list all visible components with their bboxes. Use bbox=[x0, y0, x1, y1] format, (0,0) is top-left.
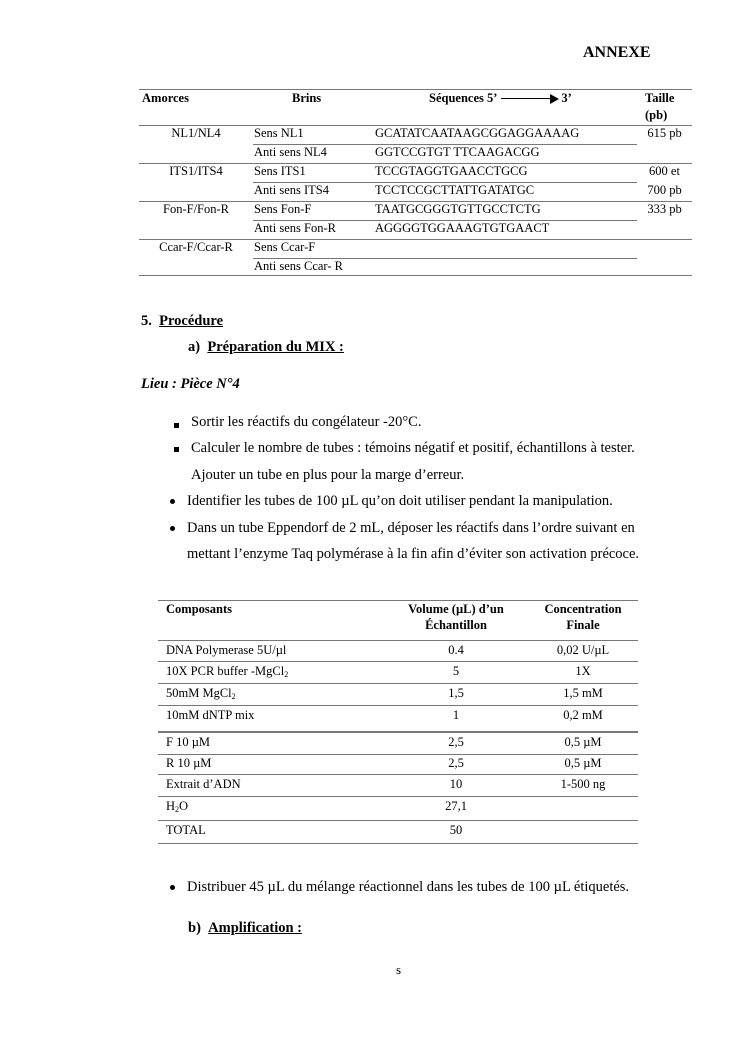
volume: 10 bbox=[449, 777, 463, 791]
step-item-continued: Ajouter un tube en plus pour la marge d’erreur. bbox=[191, 467, 465, 483]
composant: F 10 µM bbox=[166, 735, 211, 749]
sequence: TCCGTAGGTGAACCTGCG bbox=[375, 164, 528, 178]
volume: 2,5 bbox=[448, 735, 464, 749]
brin: Anti sens Ccar- R bbox=[254, 259, 343, 273]
page-footer: s bbox=[396, 962, 402, 977]
round-bullet-icon bbox=[170, 499, 175, 504]
section-title: Procédure bbox=[159, 313, 224, 329]
sequence: TAATGCGGGTGTTGCCTCTG bbox=[375, 202, 541, 216]
taille: 333 pb bbox=[647, 202, 682, 216]
taille: 700 pb bbox=[647, 183, 682, 197]
square-bullet-icon bbox=[174, 423, 179, 428]
arrow-right-icon bbox=[501, 94, 559, 104]
section-number: 5. bbox=[141, 313, 152, 329]
subsection-letter: a) bbox=[188, 339, 201, 355]
concentration: 0,5 µM bbox=[564, 735, 602, 749]
concentration: 0,5 µM bbox=[564, 756, 602, 770]
concentration: 1X bbox=[575, 664, 591, 678]
subsection-title: Préparation du MIX : bbox=[207, 339, 344, 355]
amorce-its1-its4: ITS1/ITS4 bbox=[169, 164, 223, 178]
brin: Anti sens ITS4 bbox=[254, 183, 329, 197]
header-composants: Composants bbox=[166, 602, 232, 616]
composant: 10mM dNTP mix bbox=[166, 708, 255, 722]
header-volume: Volume (µL) d’un bbox=[408, 602, 504, 616]
distribute-step: Distribuer 45 µL du mélange réactionnel dans les tubes de 100 µL étiquetés. bbox=[187, 879, 630, 895]
sequence: AGGGGTGGAAAGTGTGAACT bbox=[375, 221, 550, 235]
round-bullet-icon bbox=[170, 885, 175, 890]
square-bullet-icon bbox=[174, 447, 179, 452]
subsection-letter: b) bbox=[188, 920, 201, 936]
composant: TOTAL bbox=[166, 823, 206, 837]
composant: 10X PCR buffer -MgCl$_2$ bbox=[166, 664, 289, 679]
volume: 27,1 bbox=[445, 799, 467, 813]
header-brins: Brins bbox=[292, 91, 322, 105]
subsection-title: Amplification : bbox=[208, 920, 302, 936]
header-seq-right: 3’ bbox=[561, 91, 572, 105]
composant: $H_2O$ bbox=[166, 799, 189, 814]
header-volume-unit: Échantillon bbox=[425, 618, 487, 632]
volume: 1,5 bbox=[448, 686, 464, 700]
brin: Sens ITS1 bbox=[254, 164, 306, 178]
brin: Anti sens Fon-R bbox=[254, 221, 336, 235]
taille: 600 et bbox=[649, 164, 680, 178]
subsection-b-heading bbox=[188, 920, 302, 937]
concentration: 1-500 ng bbox=[560, 777, 606, 791]
concentration: 0,02 U/µL bbox=[556, 643, 610, 657]
volume: 2,5 bbox=[448, 756, 464, 770]
step-item-continued: mettant l’enzyme Taq polymérase à la fin afin d’éviter son activation précoce. bbox=[187, 546, 640, 562]
brin: Sens NL1 bbox=[254, 126, 304, 140]
composant: 50mM MgCl$_2$ bbox=[166, 686, 236, 701]
volume: 50 bbox=[449, 823, 463, 837]
brin: Anti sens NL4 bbox=[254, 145, 327, 159]
header-sequences bbox=[429, 91, 572, 106]
volume: 5 bbox=[452, 664, 460, 678]
composant: Extrait d’ADN bbox=[166, 777, 241, 791]
subsection-a-heading bbox=[188, 339, 344, 356]
header-finale: Finale bbox=[566, 618, 600, 632]
sequence: GGTCCGTGT TTCAAGACGG bbox=[375, 145, 540, 159]
composant: R 10 µM bbox=[166, 756, 212, 770]
section-5-heading bbox=[141, 313, 223, 330]
annexe-title: ANNEXE bbox=[583, 44, 651, 61]
header-amorces: Amorces bbox=[142, 91, 189, 105]
concentration: 1,5 mM bbox=[563, 686, 603, 700]
step-item: Calculer le nombre de tubes : témoins négatif et positif, échantillons à tester. bbox=[191, 440, 635, 456]
round-bullet-icon bbox=[170, 526, 175, 531]
volume: 0.4 bbox=[448, 643, 464, 657]
header-seq-left: Séquences 5’ bbox=[429, 91, 498, 105]
volume: 1 bbox=[452, 708, 460, 722]
amorce-fon: Fon-F/Fon-R bbox=[163, 202, 229, 216]
brin: Sens Fon-F bbox=[254, 202, 312, 216]
amorce-ccar: Ccar-F/Ccar-R bbox=[159, 240, 233, 254]
amorce-nl1-nl4: NL1/NL4 bbox=[171, 126, 221, 140]
step-item: Identifier les tubes de 100 µL qu’on doit utiliser pendant la manipulation. bbox=[187, 493, 613, 509]
taille: 615 pb bbox=[647, 126, 682, 140]
header-taille: Taille bbox=[645, 91, 675, 105]
concentration: 0,2 mM bbox=[563, 708, 603, 722]
step-item: Sortir les réactifs du congélateur -20°C. bbox=[191, 414, 422, 430]
brin: Sens Ccar-F bbox=[254, 240, 316, 254]
composant: DNA Polymerase 5U/µl bbox=[166, 643, 287, 657]
lieu-label: Lieu : Pièce N°4 bbox=[141, 376, 240, 392]
header-taille-unit: (pb) bbox=[645, 108, 668, 122]
header-concentration: Concentration bbox=[544, 602, 622, 616]
sequence: GCATATCAATAAGCGGAGGAAAAG bbox=[375, 126, 580, 140]
step-item: Dans un tube Eppendorf de 2 mL, déposer les réactifs dans l’ordre suivant en bbox=[187, 520, 635, 536]
sequence: TCCTCCGCTTATTGATATGC bbox=[375, 183, 535, 197]
